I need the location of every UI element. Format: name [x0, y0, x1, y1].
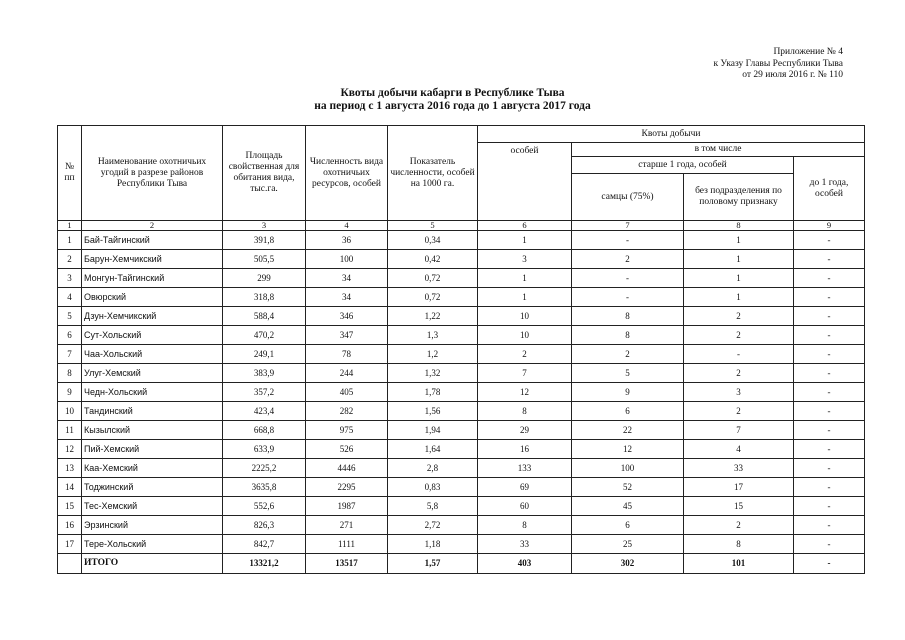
density-cell: 1,78	[388, 383, 478, 402]
table-row	[58, 497, 865, 516]
total-quota-cell: 403	[478, 554, 572, 574]
header-num: № пп	[58, 126, 82, 221]
density-cell: 1,18	[388, 535, 478, 554]
density-cell: 1,32	[388, 364, 478, 383]
row-number-cell: 12	[58, 440, 82, 459]
quota-total-cell: 8	[478, 516, 572, 535]
young-cell: -	[794, 326, 865, 345]
total-density-cell: 1,57	[388, 554, 478, 574]
column-number-cell: 7	[572, 221, 684, 231]
young-cell: -	[794, 269, 865, 288]
header-quota: Квоты добычи	[478, 126, 865, 143]
population-cell: 282	[306, 402, 388, 421]
area-cell: 318,8	[223, 288, 306, 307]
unsexed-cell: 1	[684, 250, 794, 269]
area-cell: 383,9	[223, 364, 306, 383]
population-cell: 271	[306, 516, 388, 535]
young-cell: -	[794, 231, 865, 250]
area-cell: 633,9	[223, 440, 306, 459]
young-cell: -	[794, 440, 865, 459]
column-number-cell: 3	[223, 221, 306, 231]
population-cell: 1987	[306, 497, 388, 516]
population-cell: 4446	[306, 459, 388, 478]
table-row	[58, 535, 865, 554]
district-name-cell: Пий-Хемский	[82, 440, 223, 459]
column-number-cell: 8	[684, 221, 794, 231]
unsexed-cell: 1	[684, 231, 794, 250]
density-cell: 1,3	[388, 326, 478, 345]
young-cell: -	[794, 364, 865, 383]
header-males: самцы (75%)	[572, 174, 684, 221]
district-name-cell: Бай-Тайгинский	[82, 231, 223, 250]
density-cell: 1,2	[388, 345, 478, 364]
density-cell: 2,72	[388, 516, 478, 535]
table-row	[58, 459, 865, 478]
row-number-cell: 15	[58, 497, 82, 516]
header-including: в том числе	[572, 143, 865, 157]
table-row	[58, 383, 865, 402]
district-name-cell: Овюрский	[82, 288, 223, 307]
row-number-cell: 2	[58, 250, 82, 269]
unsexed-cell: 4	[684, 440, 794, 459]
title-line-1: Квоты добычи кабарги в Республике Тыва	[340, 87, 565, 99]
district-name-cell: Чедн-Хольский	[82, 383, 223, 402]
row-number-cell: 13	[58, 459, 82, 478]
district-name-cell: Дзун-Хемчикский	[82, 307, 223, 326]
title-line-2: на период с 1 августа 2016 года до 1 августа 2017 года	[314, 100, 591, 112]
row-number-cell: 10	[58, 402, 82, 421]
table-row	[58, 231, 865, 250]
males-cell: 25	[572, 535, 684, 554]
males-cell: 8	[572, 307, 684, 326]
quota-total-cell: 10	[478, 326, 572, 345]
males-cell: 2	[572, 250, 684, 269]
area-cell: 299	[223, 269, 306, 288]
total-label-cell: ИТОГО	[82, 554, 223, 574]
header-population: Численность вида охотничьих ресурсов, особей	[306, 126, 388, 221]
area-cell: 391,8	[223, 231, 306, 250]
table-row	[58, 478, 865, 497]
quota-total-cell: 60	[478, 497, 572, 516]
density-cell: 5,8	[388, 497, 478, 516]
area-cell: 826,3	[223, 516, 306, 535]
row-number-cell: 6	[58, 326, 82, 345]
table-row	[58, 421, 865, 440]
table-body	[58, 221, 865, 574]
annex-note	[543, 47, 843, 82]
density-cell: 1,56	[388, 402, 478, 421]
table-header	[58, 126, 865, 221]
area-cell: 552,6	[223, 497, 306, 516]
quota-total-cell: 69	[478, 478, 572, 497]
unsexed-cell: 2	[684, 307, 794, 326]
quota-total-cell: 1	[478, 288, 572, 307]
column-number-cell: 2	[82, 221, 223, 231]
row-number-cell: 16	[58, 516, 82, 535]
table-row	[58, 269, 865, 288]
column-number-cell: 6	[478, 221, 572, 231]
row-number-cell: 8	[58, 364, 82, 383]
table-row	[58, 402, 865, 421]
column-number-cell: 4	[306, 221, 388, 231]
row-number-cell: 4	[58, 288, 82, 307]
district-name-cell: Каа-Хемский	[82, 459, 223, 478]
males-cell: -	[572, 269, 684, 288]
row-number-cell: 9	[58, 383, 82, 402]
population-cell: 405	[306, 383, 388, 402]
unsexed-cell: 2	[684, 516, 794, 535]
district-name-cell: Улуг-Хемский	[82, 364, 223, 383]
header-density: Показатель численности, особей на 1000 га.	[388, 126, 478, 221]
district-name-cell: Кызылский	[82, 421, 223, 440]
unsexed-cell: 7	[684, 421, 794, 440]
column-number-cell: 5	[388, 221, 478, 231]
young-cell: -	[794, 421, 865, 440]
young-cell: -	[794, 307, 865, 326]
total-unsexed-cell: 101	[684, 554, 794, 574]
table-row	[58, 516, 865, 535]
document-title	[0, 87, 905, 113]
young-cell: -	[794, 288, 865, 307]
quota-total-cell: 29	[478, 421, 572, 440]
males-cell: 45	[572, 497, 684, 516]
header-unsexed: без подразделения по половому признаку	[684, 174, 794, 221]
district-name-cell: Тес-Хемский	[82, 497, 223, 516]
header-quota-total: особей	[478, 143, 572, 221]
column-number-row	[58, 221, 865, 231]
young-cell: -	[794, 402, 865, 421]
district-name-cell: Барун-Хемчикский	[82, 250, 223, 269]
density-cell: 0,42	[388, 250, 478, 269]
unsexed-cell: 3	[684, 383, 794, 402]
row-number-cell: 5	[58, 307, 82, 326]
row-number-cell: 7	[58, 345, 82, 364]
annex-line-2: к Указу Главы Республики Тыва	[713, 58, 843, 69]
population-cell: 1111	[306, 535, 388, 554]
males-cell: 8	[572, 326, 684, 345]
density-cell: 0,72	[388, 288, 478, 307]
district-name-cell: Тандинский	[82, 402, 223, 421]
population-cell: 244	[306, 364, 388, 383]
unsexed-cell: 2	[684, 326, 794, 345]
area-cell: 357,2	[223, 383, 306, 402]
table-row	[58, 307, 865, 326]
quota-total-cell: 2	[478, 345, 572, 364]
density-cell: 0,34	[388, 231, 478, 250]
density-cell: 1,22	[388, 307, 478, 326]
males-cell: -	[572, 231, 684, 250]
row-number-cell: 11	[58, 421, 82, 440]
row-number-cell: 1	[58, 231, 82, 250]
total-males-cell: 302	[572, 554, 684, 574]
population-cell: 526	[306, 440, 388, 459]
area-cell: 249,1	[223, 345, 306, 364]
population-cell: 2295	[306, 478, 388, 497]
table-row	[58, 345, 865, 364]
males-cell: 5	[572, 364, 684, 383]
table-row	[58, 250, 865, 269]
males-cell: 52	[572, 478, 684, 497]
quota-total-cell: 3	[478, 250, 572, 269]
young-cell: -	[794, 535, 865, 554]
area-cell: 2225,2	[223, 459, 306, 478]
header-young: до 1 года, особей	[794, 157, 865, 221]
quota-total-cell: 12	[478, 383, 572, 402]
unsexed-cell: 1	[684, 288, 794, 307]
district-name-cell: Сут-Хольский	[82, 326, 223, 345]
total-number-cell	[58, 554, 82, 574]
total-population-cell: 13517	[306, 554, 388, 574]
young-cell: -	[794, 459, 865, 478]
unsexed-cell: 17	[684, 478, 794, 497]
young-cell: -	[794, 383, 865, 402]
annex-line-3: от 29 июля 2016 г. № 110	[742, 70, 843, 80]
header-older: старше 1 года, особей	[572, 157, 794, 174]
quota-total-cell: 33	[478, 535, 572, 554]
column-number-cell: 9	[794, 221, 865, 231]
population-cell: 347	[306, 326, 388, 345]
quota-total-cell: 16	[478, 440, 572, 459]
density-cell: 1,64	[388, 440, 478, 459]
unsexed-cell: 15	[684, 497, 794, 516]
unsexed-cell: 8	[684, 535, 794, 554]
area-cell: 3635,8	[223, 478, 306, 497]
quota-total-cell: 10	[478, 307, 572, 326]
row-number-cell: 3	[58, 269, 82, 288]
area-cell: 588,4	[223, 307, 306, 326]
density-cell: 0,72	[388, 269, 478, 288]
young-cell: -	[794, 478, 865, 497]
district-name-cell: Тоджинский	[82, 478, 223, 497]
population-cell: 975	[306, 421, 388, 440]
males-cell: 12	[572, 440, 684, 459]
population-cell: 34	[306, 269, 388, 288]
quota-total-cell: 133	[478, 459, 572, 478]
table-row	[58, 440, 865, 459]
population-cell: 346	[306, 307, 388, 326]
density-cell: 0,83	[388, 478, 478, 497]
males-cell: 100	[572, 459, 684, 478]
unsexed-cell: 1	[684, 269, 794, 288]
young-cell: -	[794, 516, 865, 535]
table-row	[58, 288, 865, 307]
total-young-cell: -	[794, 554, 865, 574]
area-cell: 668,8	[223, 421, 306, 440]
district-name-cell: Эрзинский	[82, 516, 223, 535]
population-cell: 36	[306, 231, 388, 250]
males-cell: 6	[572, 516, 684, 535]
total-row	[58, 554, 865, 574]
unsexed-cell: 2	[684, 402, 794, 421]
row-number-cell: 17	[58, 535, 82, 554]
unsexed-cell: 33	[684, 459, 794, 478]
area-cell: 423,4	[223, 402, 306, 421]
males-cell: 9	[572, 383, 684, 402]
column-number-cell: 1	[58, 221, 82, 231]
population-cell: 34	[306, 288, 388, 307]
area-cell: 842,7	[223, 535, 306, 554]
population-cell: 78	[306, 345, 388, 364]
quota-table	[57, 125, 865, 574]
district-name-cell: Монгун-Тайгинский	[82, 269, 223, 288]
table-row	[58, 364, 865, 383]
density-cell: 1,94	[388, 421, 478, 440]
young-cell: -	[794, 497, 865, 516]
area-cell: 470,2	[223, 326, 306, 345]
row-number-cell: 14	[58, 478, 82, 497]
males-cell: 2	[572, 345, 684, 364]
quota-total-cell: 7	[478, 364, 572, 383]
header-name: Наименование охотничьих угодий в разрезе районов Республики Тыва	[82, 126, 223, 221]
density-cell: 2,8	[388, 459, 478, 478]
unsexed-cell: -	[684, 345, 794, 364]
quota-total-cell: 1	[478, 231, 572, 250]
unsexed-cell: 2	[684, 364, 794, 383]
population-cell: 100	[306, 250, 388, 269]
quota-total-cell: 1	[478, 269, 572, 288]
annex-line-1: Приложение № 4	[773, 47, 843, 57]
males-cell: -	[572, 288, 684, 307]
quota-total-cell: 8	[478, 402, 572, 421]
total-area-cell: 13321,2	[223, 554, 306, 574]
area-cell: 505,5	[223, 250, 306, 269]
males-cell: 6	[572, 402, 684, 421]
table-row	[58, 326, 865, 345]
males-cell: 22	[572, 421, 684, 440]
district-name-cell: Чаа-Хольский	[82, 345, 223, 364]
header-area: Площадь свойственная для обитания вида, тыс.га.	[223, 126, 306, 221]
young-cell: -	[794, 250, 865, 269]
district-name-cell: Тере-Хольский	[82, 535, 223, 554]
young-cell: -	[794, 345, 865, 364]
